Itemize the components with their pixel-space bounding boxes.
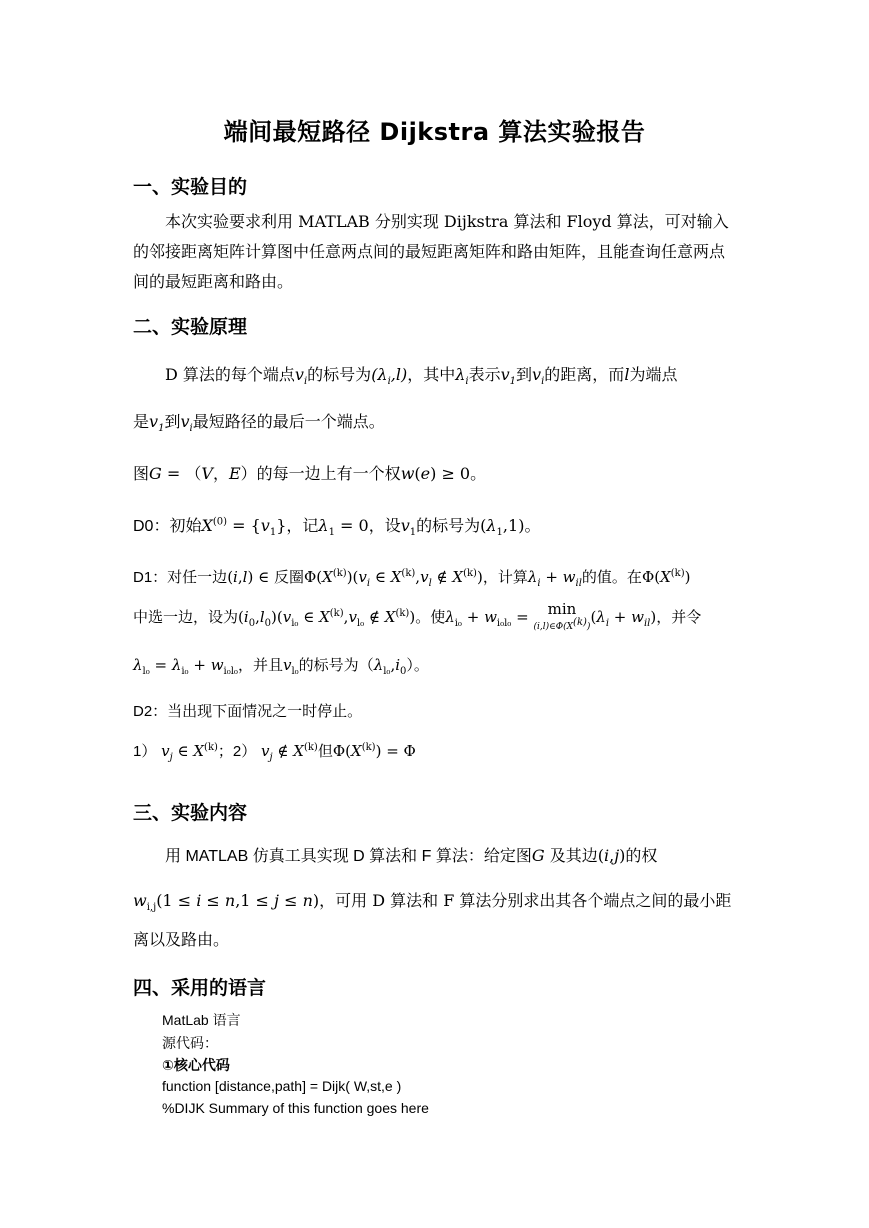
content-line-3: 离以及路由。	[133, 930, 230, 949]
principle-line-1: D 算法的每个端点$v_i$的标号为$(\lambda_i,l)$，其中$\lambda_i$表示$v_1$到$v_i$的距离，而l为端点	[165, 365, 678, 388]
step-d0: D0：初始$X^{(0)} = \{v_1\}$，记$\lambda_1 = 0$，设$v_1$的标号为$(\lambda_1,1)$。	[133, 516, 541, 539]
section-1-heading: 一、实验目的	[133, 176, 248, 198]
language-line: MatLab 语言	[162, 1012, 241, 1028]
section-4-heading: 四、采用的语言	[133, 977, 267, 999]
principle-line-2: 是$v_1$到$v_i$最短路径的最后一个端点。	[133, 412, 385, 435]
code-line-1: function [distance,path] = Dijk( W,st,e )	[162, 1078, 402, 1094]
content-line-1: 用 MATLAB 仿真工具实现 D 算法和 F 算法：给定图G 及其边(i,j)的权	[165, 846, 658, 865]
code-line-2: %DIJK Summary of this function goes here	[162, 1100, 429, 1116]
principle-line-3: 图G = （V，E）的每一边上有一个权w(e) ≥ 0。	[133, 464, 487, 483]
stop-conditions: 1） $v_j$ ∈ $X^{(k)}$；2） $v_j$ ∉ $X^{(k)}$但$\Phi(X^{(k)}) = \Phi$	[133, 742, 416, 763]
step-d1-line-1: D1：对任一边(i,l) ∈ 反圈$\Phi(X^{(k)})(v_i$ ∈ $X^{(k)},v_l$ ∉ $X^{(k)}$)，计算$\lambda_i + w_{il}$的值。在$\Phi(X^{(k)})$	[133, 568, 691, 589]
step-d1-line-3: $\lambda_{l_0} = \lambda_{i_0} + w_{i_0l_0}$，并且$v_{l_0}$的标号为$(\lambda_{l_0},i_0)$。	[133, 656, 429, 677]
section-1-body: 本次实验要求利用 MATLAB 分别实现 Dijkstra 算法和 Floyd 算法，可对输入的邻接距离矩阵计算图中任意两点间的最短距离矩阵和路由矩阵，且能查询任意两点间的最短距离和路由。	[133, 212, 729, 291]
section-3-heading: 三、实验内容	[133, 802, 248, 824]
source-code-label: 源代码：	[162, 1035, 218, 1051]
core-code-label: ①核心代码	[162, 1057, 230, 1073]
section-2-heading: 二、实验原理	[133, 316, 248, 338]
page-title: 端间最短路径 Dijkstra 算法实验报告	[223, 118, 646, 146]
step-d1-line-2: 中选一边，设为$(i_0,l_0)(v_{i_0}$ ∈ $X^{(k)},v_{l_0}$ ∉ $X^{(k)}$)。使$\lambda_{i_0} + w_{i_0l_0} = \min$ $(i,l)\in\Phi(X^{(k)})$ $(\lambda_i + w_{il})$，并令	[133, 600, 702, 632]
step-d2: D2：当出现下面情况之一时停止。	[133, 703, 363, 720]
content-line-2: $w_{i,j}(1 \le i \le n,1 \le j \le n)$，可用 D 算法和 F 算法分别求出其各个端点之间的最小距	[133, 891, 732, 914]
